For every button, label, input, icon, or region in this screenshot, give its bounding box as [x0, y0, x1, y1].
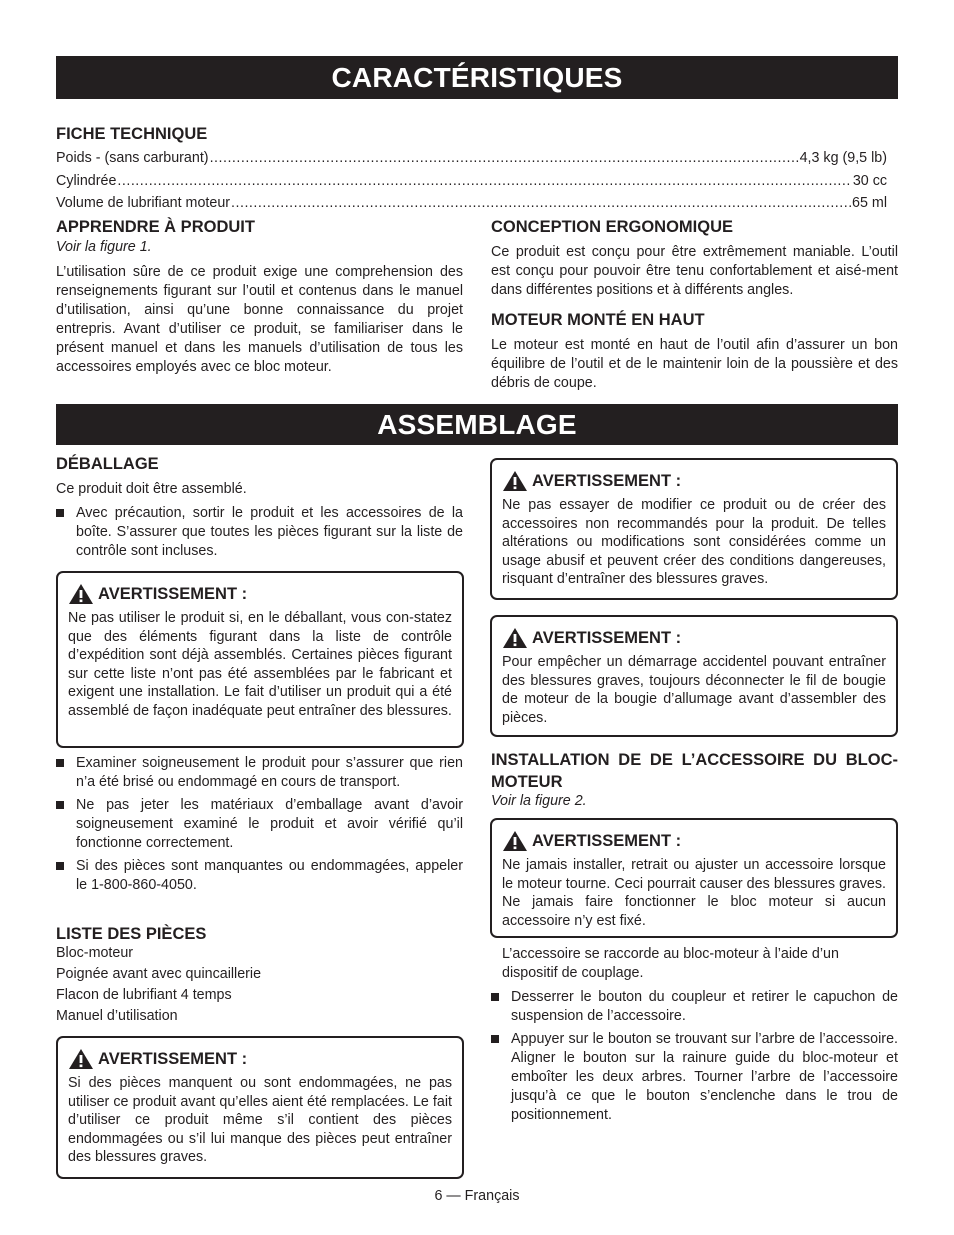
- list-item: Si des pièces sont manquantes ou endommagées, appeler le 1-800-860-4050.: [56, 857, 463, 895]
- section-deballage: [56, 455, 463, 561]
- conception-text: Ce produit est conçu pour être extrêmement maniable. L’outil est conçu pour pouvoir être tenu confortablement et aisé-ment dans différentes positions et à différents angles.: [491, 244, 898, 298]
- warning-triangle-icon: [502, 830, 528, 852]
- list-item: Poignée avant avec quincaillerie: [56, 966, 262, 982]
- warning-box: [490, 458, 898, 600]
- figure-reference: Voir la figure 2.: [491, 793, 587, 809]
- bullet-square-icon: [56, 759, 64, 767]
- list-item: Ne pas jeter les matériaux d’emballage avant d’avoir soigneusement examiné le produit et avoir vérifié qu’il fonctionne correctement.: [56, 796, 463, 853]
- apprendre-text: L’utilisation sûre de ce produit exige une comprehension des renseignements figurant sur l’outil et contenus dans le manuel d’utilisation, ainsi qu’une bonne connaissance du projet entrepris. Avant d’utiliser ce produit, se familiariser dans le présent manuel et dans les manuels d’utilisation de tous les accessoires employés avec ce bloc moteur.: [56, 264, 463, 375]
- spec-row: [56, 194, 887, 213]
- warning-box: [56, 571, 464, 748]
- list-item: Desserrer le bouton du coupleur et retirer le capuchon de suspension de l’accessoire.: [491, 988, 898, 1026]
- heading-apprendre: APPRENDRE À PRODUIT: [56, 218, 255, 236]
- warning-text: Ne jamais installer, retrait ou ajuster un accessoire lorsque le moteur tourne. Ceci pourrait causer des blessures graves. Ne jamais faire fonctionner le bloc moteur si aucun accessoire n’y est fixé.: [502, 857, 886, 929]
- spec-row: [56, 172, 887, 191]
- warning-triangle-icon: [68, 583, 94, 605]
- spec-value: 65 ml: [852, 195, 887, 211]
- warning-text: Si des pièces manquent ou sont endommagées, ne pas utiliser ce produit avant qu’elles aient été remplacées. Le fait d’utiliser ce produit même s’il contient des pièces endommagées ou s’il lui manque des pièces peut entraîner des blessures graves.: [68, 1075, 452, 1165]
- warning-box: [490, 615, 898, 737]
- bullet-square-icon: [56, 801, 64, 809]
- warning-text: Ne pas utiliser le produit si, en le déballant, vous con-statez que des éléments figurant dans la liste de contrôle d’expédition sont déjà assemblés. Certaines pièces figurant sur cette liste n’ont pas été assemblées par le fabricant et exigent une installation. Le fait d’utiliser un produit qui a été assemblé de façon inadéquate peut entraîner des blessures.: [68, 610, 452, 719]
- dot-leader: [210, 149, 799, 168]
- section-conception: [491, 218, 898, 300]
- warning-header: AVERTISSEMENT :: [68, 1048, 452, 1070]
- list-item: Flacon de lubrifiant 4 temps: [56, 987, 232, 1003]
- warning-triangle-icon: [502, 627, 528, 649]
- section-banner-assemblage: ASSEMBLAGE: [56, 404, 898, 445]
- figure-reference: Voir la figure 1.: [56, 239, 152, 255]
- deballage-intro: Ce produit doit être assemblé.: [56, 481, 247, 497]
- heading-liste-pieces: LISTE DES PIÈCES: [56, 925, 207, 943]
- section-apprendre: [56, 218, 463, 377]
- section-installation: [491, 749, 898, 811]
- list-item: Bloc-moteur: [56, 945, 134, 961]
- warning-box: [56, 1036, 464, 1179]
- heading-deballage: DÉBALLAGE: [56, 455, 159, 473]
- installation-intro: L’accessoire se raccorde au bloc-moteur à l’aide d’un dispositif de couplage.: [502, 946, 839, 981]
- warning-header: AVERTISSEMENT :: [502, 627, 886, 649]
- warning-triangle-icon: [68, 1048, 94, 1070]
- warning-header: AVERTISSEMENT :: [502, 470, 886, 492]
- bullet-square-icon: [56, 862, 64, 870]
- section-banner-caracteristiques: CARACTÉRISTIQUES: [56, 56, 898, 99]
- list-item: Avec précaution, sortir le produit et les accessoires de la boîte. S’assurer que toutes les pièces figurant sur la liste de contrôle sont incluses.: [56, 504, 463, 561]
- spec-row: [56, 149, 887, 168]
- warning-box: [490, 818, 898, 938]
- warning-text: Ne pas essayer de modifier ce produit ou de créer des accessoires non recommandés pour la produit. De telles altérations ou modifications sont considérées comme un usage abusif et peuvent créer des conditions dangereuses, risquant d’entraîner des blessures graves.: [502, 497, 886, 587]
- heading-conception: CONCEPTION ERGONOMIQUE: [491, 218, 734, 236]
- warning-text: Pour empêcher un démarrage accidentel pouvant entraîner des blessures graves, toujours déconnecter le fil de bougie de moteur de la bougie d’allumage avant d’assembler des pièces.: [502, 654, 886, 726]
- bullet-square-icon: [56, 509, 64, 517]
- section-moteur: [491, 311, 898, 393]
- section-liste-pieces: [56, 925, 463, 1027]
- dot-leader: [231, 194, 851, 213]
- spec-value: 30 cc: [852, 173, 887, 189]
- heading-fiche-technique: FICHE TECHNIQUE: [56, 125, 208, 143]
- list-item: Examiner soigneusement le produit pour s’assurer que rien n’a été brisé ou endommagé en cours de transport.: [56, 754, 463, 792]
- warning-header: AVERTISSEMENT :: [68, 583, 452, 605]
- installation-body: [491, 945, 898, 1125]
- page-footer: 6 — Français: [434, 1188, 520, 1204]
- bullet-square-icon: [491, 1035, 499, 1043]
- spec-label: Cylindrée: [56, 173, 117, 189]
- heading-moteur: MOTEUR MONTÉ EN HAUT: [491, 311, 705, 329]
- spec-label: Volume de lubrifiant moteur: [56, 195, 231, 211]
- warning-triangle-icon: [502, 470, 528, 492]
- dot-leader: [117, 172, 851, 191]
- list-item: Appuyer sur le bouton se trouvant sur l’arbre de l’accessoire. Aligner le bouton sur la rainure guide du bloc-moteur et emboîter les deux arbres. Tourner l’arbre de l’accessoire jusqu’à ce que le bouton s’enclenche dans le trou de positionnement.: [491, 1030, 898, 1125]
- spec-value: 4,3 kg (9,5 lb): [799, 150, 887, 166]
- bullet-square-icon: [491, 993, 499, 1001]
- warning-header: AVERTISSEMENT :: [502, 830, 886, 852]
- spec-label: Poids - (sans carburant): [56, 150, 209, 166]
- deballage-bullets: [56, 754, 463, 895]
- moteur-text: Le moteur est monté en haut de l’outil afin d’assurer un bon équilibre de l’outil et de le maintenir loin de la poussière et des débris de coupe.: [491, 337, 898, 391]
- list-item: Manuel d’utilisation: [56, 1008, 178, 1024]
- heading-installation: INSTALLATION DE DE L’ACCESSOIRE DU BLOC-MOTEUR: [491, 751, 898, 791]
